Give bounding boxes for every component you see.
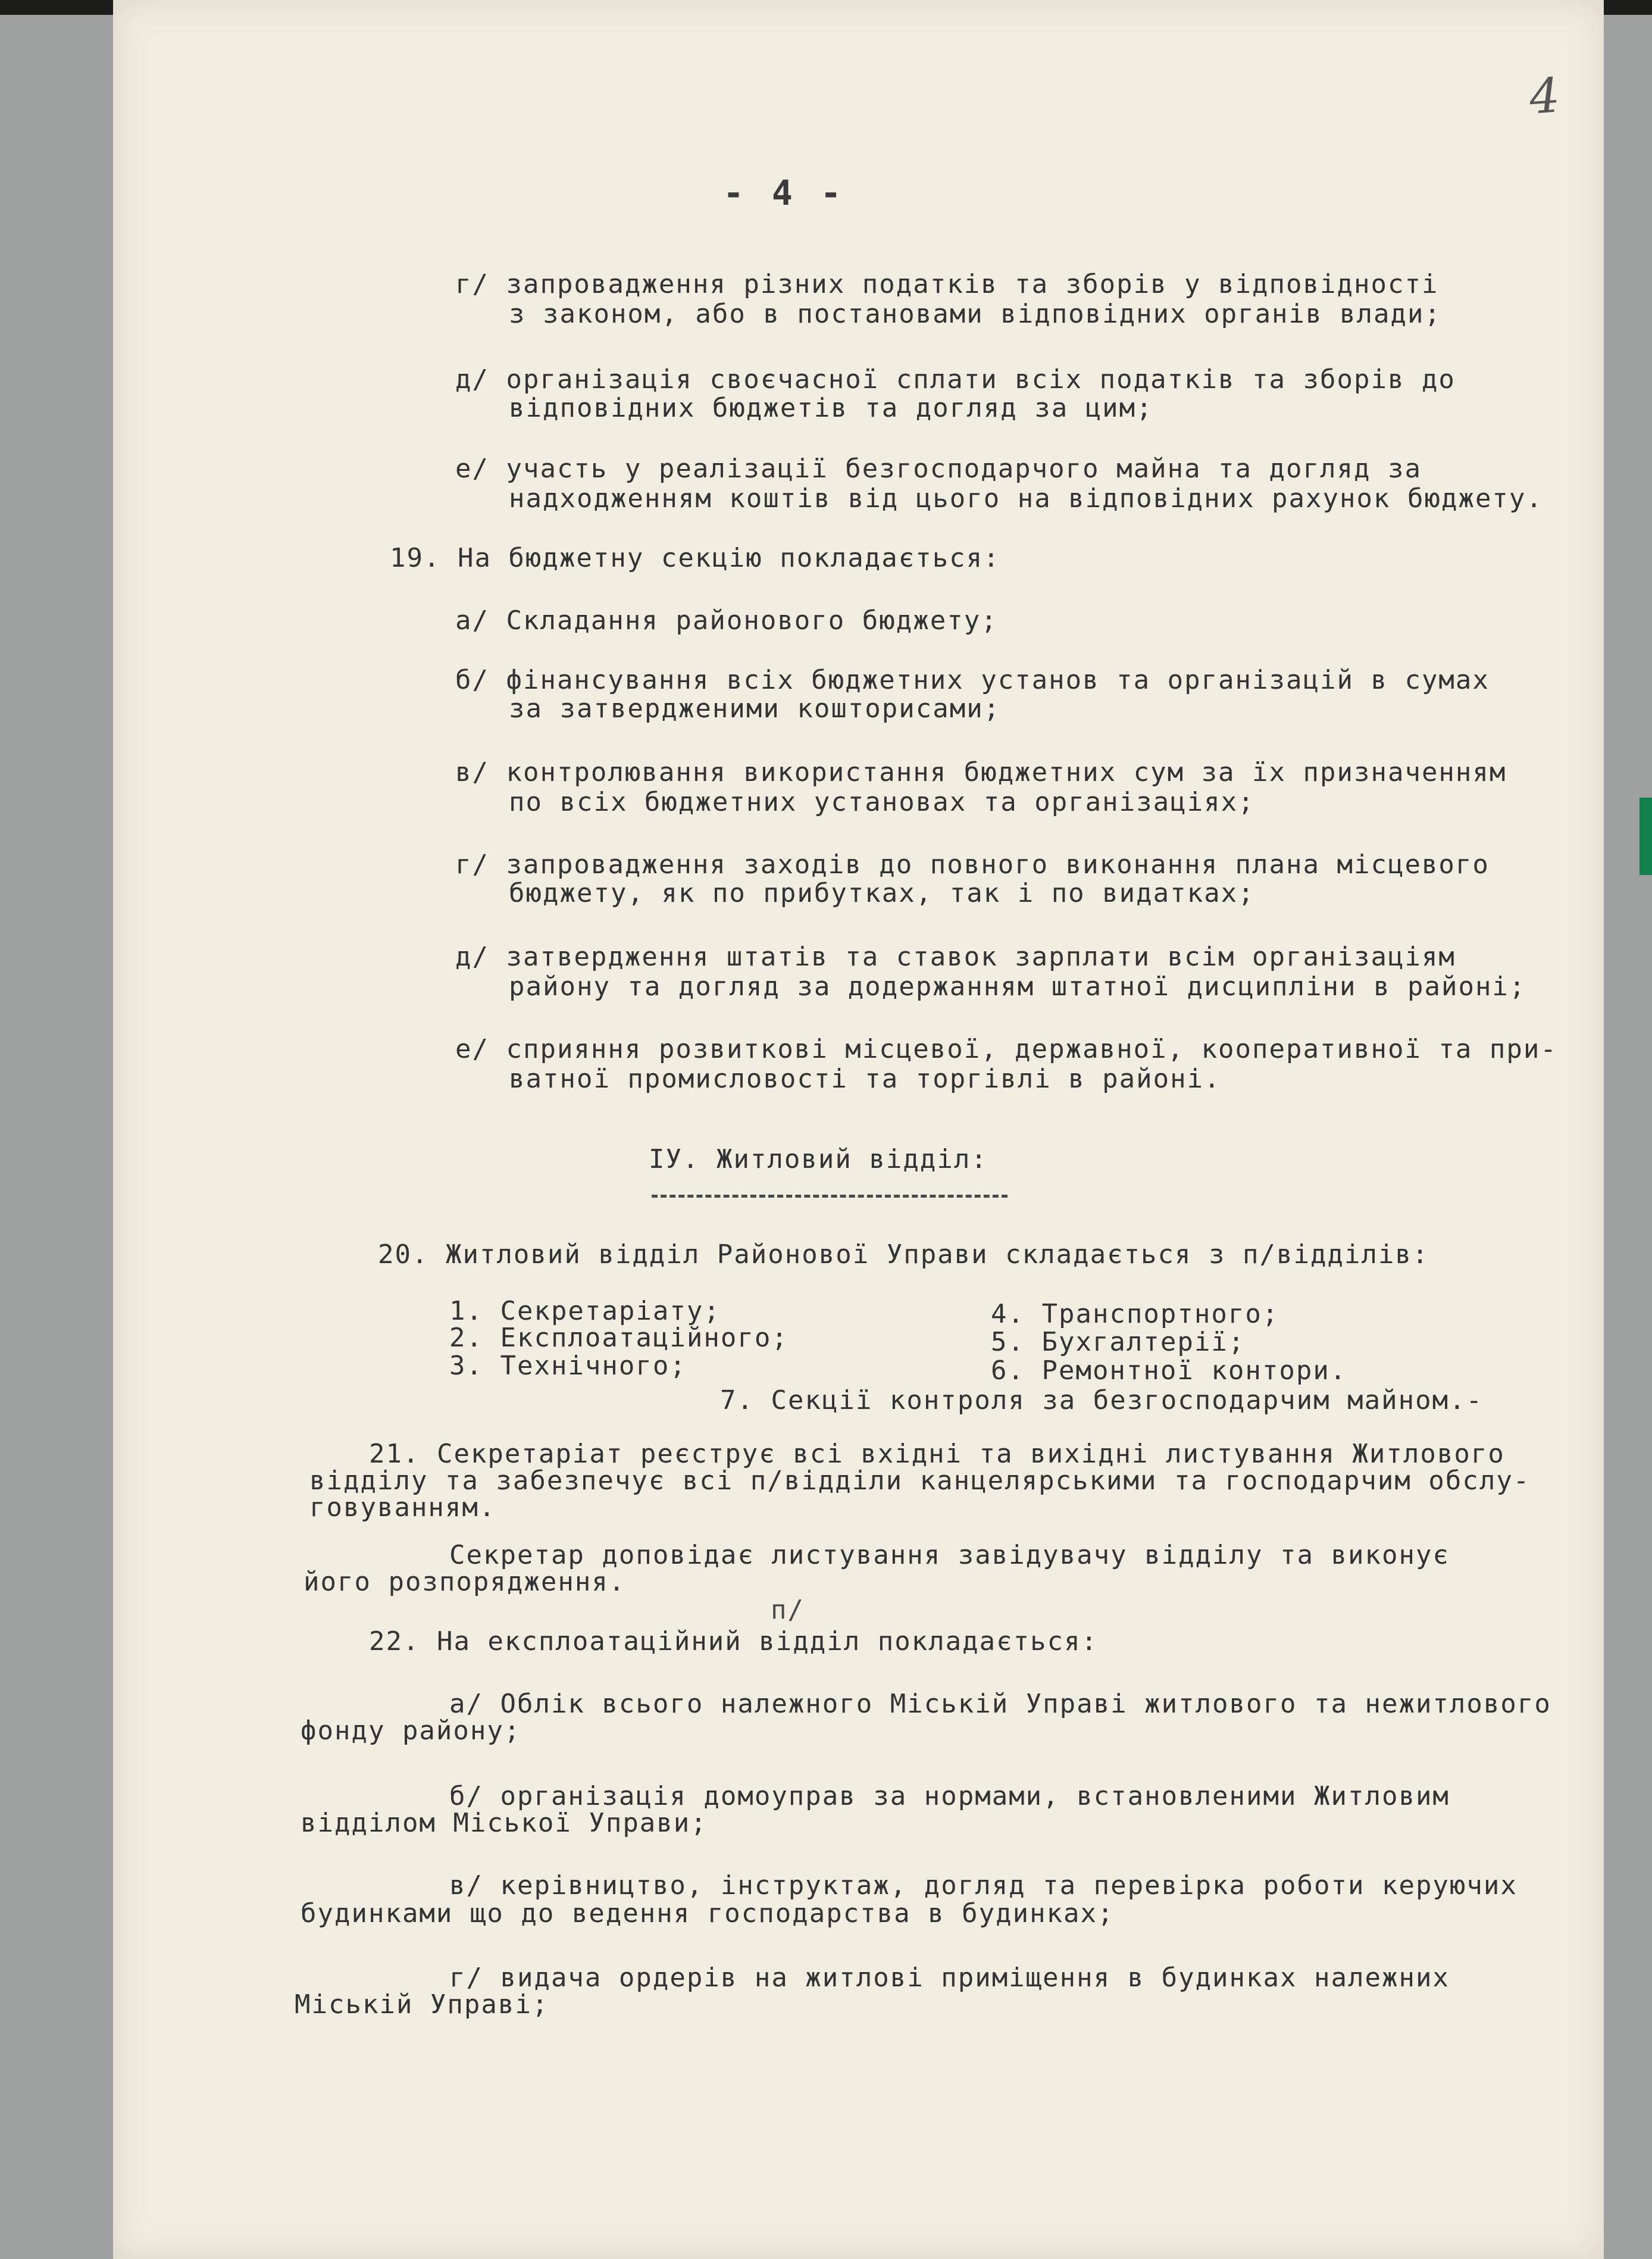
text-line: Міській Управі; bbox=[295, 1989, 549, 2020]
text-line: б/ фінансування всіх бюджетних установ та організацій в сумах bbox=[455, 665, 1490, 695]
text-line: будинками що до ведення господарства в будинках; bbox=[301, 1898, 1115, 1929]
handwritten-page-number: 4 bbox=[1527, 67, 1562, 125]
section-title-underline bbox=[652, 1195, 1008, 1198]
text-line: е/ сприяння розвиткові місцевої, державної, кооперативної та при- bbox=[455, 1034, 1557, 1064]
list-item: 6. Ремонтної контори. bbox=[991, 1355, 1347, 1386]
text-line: відділом Міської Управи; bbox=[301, 1808, 708, 1838]
text-line: а/ Облік всього належного Міській Управі житлового та нежитлового bbox=[449, 1689, 1551, 1719]
text-line: ватної промисловості та торгівлі в районі. bbox=[509, 1064, 1221, 1094]
section-title: IУ. Житловий відділ: bbox=[649, 1144, 988, 1174]
text-line: говуванням. bbox=[309, 1492, 496, 1523]
text-line: д/ організація своєчасної сплати всіх податків та зборів до bbox=[455, 364, 1456, 395]
text-line: по всіх бюджетних установах та організаціях; bbox=[509, 787, 1255, 817]
text-line: 22. На експлоатаційний відділ покладається: bbox=[369, 1626, 1099, 1657]
text-line: а/ Складання районового бюджету; bbox=[455, 605, 998, 636]
green-tab-marker bbox=[1640, 798, 1652, 875]
text-line: з законом, або в постановами відповідних органів влади; bbox=[509, 299, 1441, 329]
list-item: 1. Секретаріату; bbox=[449, 1296, 721, 1326]
text-line: е/ участь у реалізації безгосподарчого майна та догляд за bbox=[455, 454, 1422, 484]
list-item: 5. Бухгалтерії; bbox=[991, 1327, 1246, 1357]
text-line: б/ організація домоуправ за нормами, встановленими Житловим bbox=[449, 1781, 1450, 1811]
text-line: в/ керівництво, інструктаж, догляд та перевірка роботи керуючих bbox=[449, 1870, 1518, 1901]
text-line: відділу та забезпечує всі п/відділи канцелярськими та господарчим обслу- bbox=[309, 1466, 1531, 1496]
typed-page-header: - 4 - bbox=[723, 173, 845, 213]
text-line: в/ контролювання використання бюджетних сум за їх призначенням bbox=[455, 757, 1507, 788]
text-line: 20. Житловий відділ Районової Управи складається з п/відділів: bbox=[378, 1239, 1429, 1270]
text-line: фонду району; bbox=[301, 1716, 521, 1746]
text-line: бюджету, як по прибутках, так і по видатках; bbox=[509, 878, 1255, 908]
list-item: 4. Транспортного; bbox=[991, 1299, 1279, 1329]
list-item: 2. Експлоатаційного; bbox=[449, 1323, 789, 1353]
list-item: 7. Секції контроля за безгосподарчим майном.- bbox=[720, 1385, 1484, 1416]
text-line: району та догляд за додержанням штатної дисципліни в районі; bbox=[509, 971, 1526, 1002]
text-line: його розпорядження. bbox=[304, 1567, 626, 1597]
text-line: 21. Секретаріат реєструє всі вхідні та вихідні листування Житлового bbox=[369, 1439, 1505, 1469]
text-line: відповідних бюджетів та догляд за цим; bbox=[509, 393, 1153, 423]
text-line: г/ запровадження різних податків та зборів у відповідності bbox=[455, 269, 1439, 299]
list-item: 3. Технічного; bbox=[449, 1351, 687, 1381]
text-line: г/ запровадження заходів до повного виконання плана місцевого bbox=[455, 849, 1490, 880]
text-line: надходженням коштів від цього на відповідних рахунок бюджету. bbox=[509, 483, 1543, 514]
text-line: Секретар доповідає листування завідувачу відділу та виконує bbox=[449, 1540, 1450, 1570]
text-line: п/ bbox=[771, 1595, 805, 1625]
text-line: за затвердженими кошторисами; bbox=[509, 693, 1001, 724]
section-heading: 19. На бюджетну секцію покладається: bbox=[390, 543, 1000, 573]
text-line: г/ видача ордерів на житлові приміщення в будинках належних bbox=[449, 1963, 1450, 1993]
text-line: д/ затвердження штатів та ставок зарплати всім організаціям bbox=[455, 942, 1456, 972]
